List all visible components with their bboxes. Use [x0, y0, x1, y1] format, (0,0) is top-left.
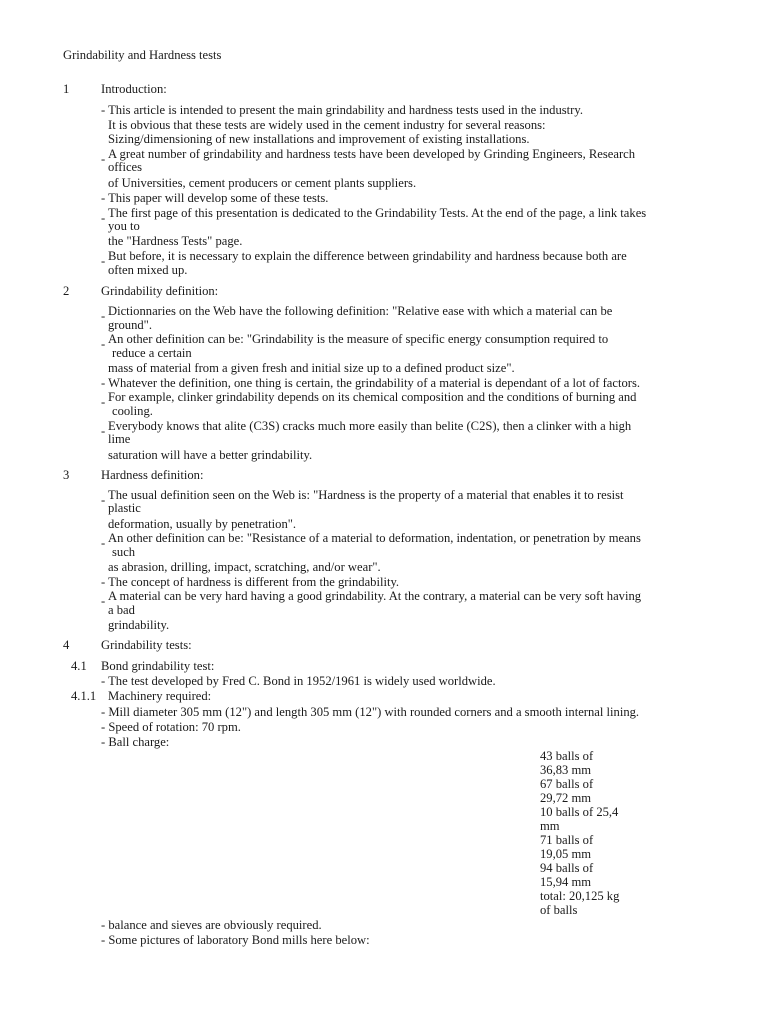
subsection-4-1-1-number: 4.1.1 [71, 689, 97, 703]
text-line: - The concept of hardness is different from the grindability. [101, 575, 400, 589]
ball-charge-line: 36,83 mm [540, 763, 592, 777]
text-line: A material can be very hard having a good grindability. At the contrary, a material can be very soft having [108, 589, 642, 603]
text-line: a bad [108, 603, 135, 617]
text-line: Everybody knows that alite (C3S) cracks much more easily than belite (C2S), then a clinker with a high [108, 419, 632, 433]
text-line: reduce a certain [112, 346, 192, 360]
section-3-heading: Hardness definition: [101, 468, 204, 482]
section-1-number: 1 [63, 82, 70, 96]
subsection-4-1-heading: Bond grindability test: [101, 659, 215, 673]
list-dash: - [101, 536, 106, 550]
text-line: cooling. [112, 404, 153, 418]
text-line: Sizing/dimensioning of new installations and improvement of existing installations. [108, 132, 530, 146]
list-dash: - [101, 594, 106, 608]
text-line: - Ball charge: [101, 735, 170, 749]
list-dash: - [101, 493, 106, 507]
text-line: - The test developed by Fred C. Bond in 1952/1961 is widely used worldwide. [101, 674, 496, 688]
ball-charge-line: 19,05 mm [540, 847, 592, 861]
text-line: But before, it is necessary to explain the difference between grindability and hardness because both are [108, 249, 627, 263]
text-line: ground". [108, 318, 152, 332]
ball-charge-line: mm [540, 819, 560, 833]
text-line: An other definition can be: "Grindability is the measure of specific energy consumption required to [108, 332, 609, 346]
text-line: saturation will have a better grindability. [108, 448, 313, 462]
list-dash: - [101, 424, 106, 438]
text-line: lime [108, 432, 131, 446]
ball-charge-line: total: 20,125 kg [540, 889, 620, 903]
text-line: offices [108, 160, 143, 174]
ball-charge-line: 10 balls of 25,4 [540, 805, 619, 819]
text-line: - This article is intended to present the main grindability and hardness tests used in the industry. [101, 103, 583, 117]
ball-charge-line: 71 balls of [540, 833, 594, 847]
text-line: Dictionnaries on the Web have the following definition: "Relative ease with which a material can be [108, 304, 613, 318]
list-dash: - [101, 337, 106, 351]
section-2-number: 2 [63, 284, 70, 298]
section-4-heading: Grindability tests: [101, 638, 192, 652]
text-line: deformation, usually by penetration". [108, 517, 297, 531]
text-line: - Some pictures of laboratory Bond mills here below: [101, 933, 370, 947]
page-title: Grindability and Hardness tests [63, 48, 222, 62]
list-dash: - [101, 152, 106, 166]
text-line: grindability. [108, 618, 170, 632]
text-line: such [112, 545, 136, 559]
text-line: - balance and sieves are obviously required. [101, 918, 322, 932]
subsection-4-1-1-heading: Machinery required: [108, 689, 212, 703]
text-line: - Whatever the definition, one thing is certain, the grindability of a material is dependant of a lot of factors. [101, 376, 641, 390]
ball-charge-line: 15,94 mm [540, 875, 592, 889]
ball-charge-line: of balls [540, 903, 578, 917]
section-3-number: 3 [63, 468, 70, 482]
list-dash: - [101, 254, 106, 268]
text-line: - Mill diameter 305 mm (12") and length 305 mm (12") with rounded corners and a smooth internal lining. [101, 705, 640, 719]
text-line: The first page of this presentation is dedicated to the Grindability Tests. At the end of the page, a link takes [108, 206, 647, 220]
text-line: of Universities, cement producers or cement plants suppliers. [108, 176, 417, 190]
text-line: - This paper will develop some of these tests. [101, 191, 329, 205]
text-line: the "Hardness Tests" page. [108, 234, 243, 248]
ball-charge-line: 43 balls of [540, 749, 594, 763]
text-line: - Speed of rotation: 70 rpm. [101, 720, 241, 734]
ball-charge-line: 94 balls of [540, 861, 594, 875]
text-line: A great number of grindability and hardness tests have been developed by Grinding Engineers, Research [108, 147, 636, 161]
ball-charge-line: 29,72 mm [540, 791, 592, 805]
text-line: as abrasion, drilling, impact, scratching, and/or wear". [108, 560, 381, 574]
section-1-heading: Introduction: [101, 82, 167, 96]
subsection-4-1-number: 4.1 [71, 659, 87, 673]
text-line: It is obvious that these tests are widely used in the cement industry for several reasons: [108, 118, 546, 132]
text-line: For example, clinker grindability depends on its chemical composition and the conditions of burning and [108, 390, 637, 404]
list-dash: - [101, 309, 106, 323]
ball-charge-line: 67 balls of [540, 777, 594, 791]
list-dash: - [101, 395, 106, 409]
text-line: you to [108, 219, 140, 233]
text-line: An other definition can be: "Resistance of a material to deformation, indentation, or penetration by means [108, 531, 641, 545]
text-line: often mixed up. [108, 263, 188, 277]
section-4-number: 4 [63, 638, 70, 652]
text-line: The usual definition seen on the Web is: "Hardness is the property of a material that enables it to resist [108, 488, 624, 502]
text-line: plastic [108, 501, 141, 515]
list-dash: - [101, 211, 106, 225]
section-2-heading: Grindability definition: [101, 284, 219, 298]
text-line: mass of material from a given fresh and initial size up to a defined product size". [108, 361, 515, 375]
